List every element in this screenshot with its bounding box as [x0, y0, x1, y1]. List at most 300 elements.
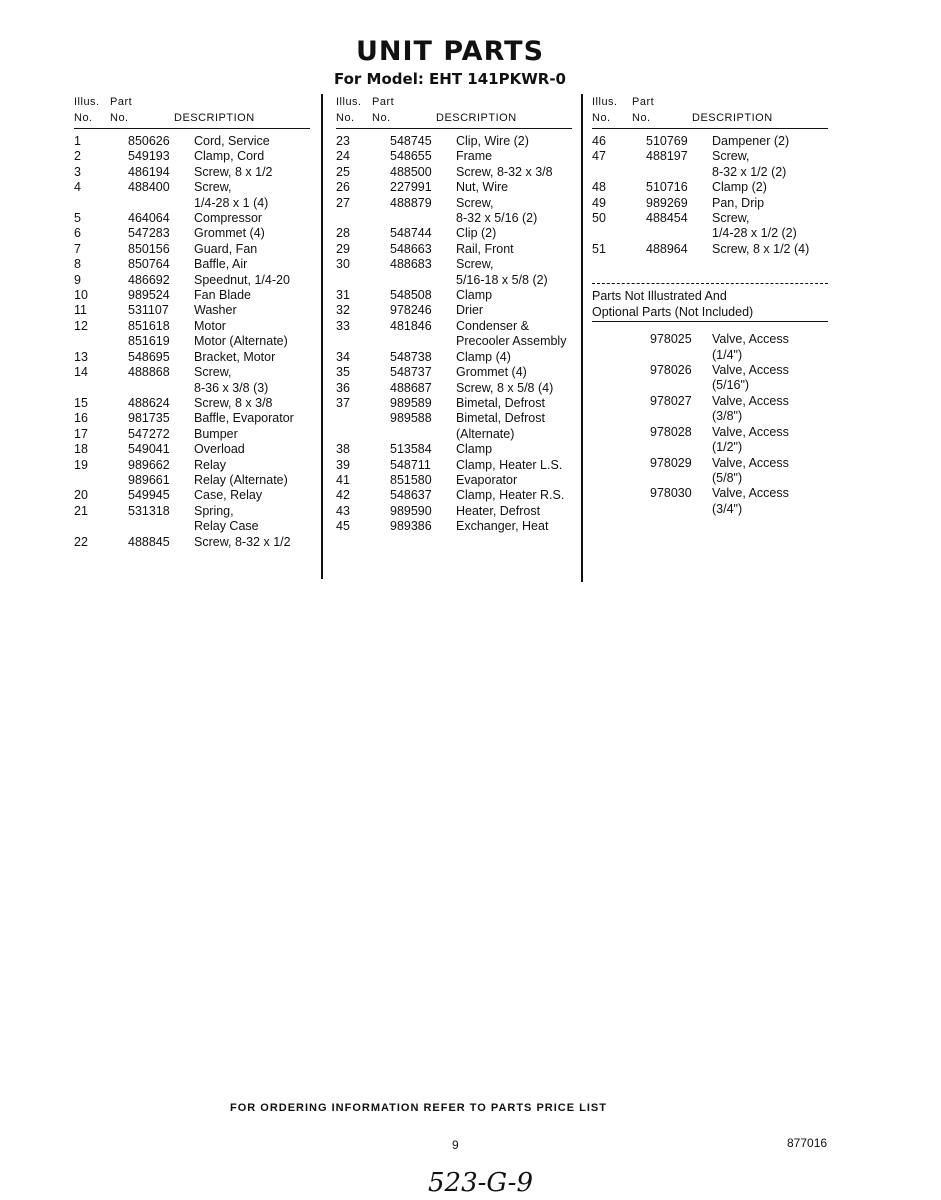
part-row	[336, 273, 572, 288]
header-description: DESCRIPTION	[174, 112, 255, 124]
part-description: Motor (Alternate)	[194, 334, 288, 349]
part-number: 978027	[650, 393, 692, 408]
valve-size: (1/2")	[712, 440, 743, 455]
part-description: Drier	[456, 303, 484, 318]
part-number: 978025	[650, 332, 692, 347]
part-row	[74, 165, 310, 180]
part-row	[74, 488, 310, 503]
illus-number: 5	[74, 211, 81, 226]
part-number	[646, 226, 712, 241]
part-number: 989590	[390, 503, 432, 518]
part-number: 978030	[650, 486, 692, 501]
part-description: Dampener (2)	[712, 134, 790, 148]
illus-number: 12	[74, 318, 88, 333]
part-description: Relay Case	[194, 519, 259, 534]
part-row	[74, 180, 310, 195]
part-description: Bimetal, Defrost	[456, 395, 545, 410]
illus-number: 8	[74, 257, 81, 272]
part-number: 488964	[646, 241, 688, 256]
not-illustrated-label-line-2: Optional Parts (Not Included)	[592, 305, 754, 320]
part-number: 488400	[128, 180, 170, 195]
header-illus: Illus.	[592, 96, 618, 108]
part-number: 548711	[390, 457, 431, 472]
part-description: Washer	[194, 303, 237, 318]
part-number: 548744	[390, 226, 432, 241]
part-number: 978026	[650, 363, 692, 378]
part-row	[74, 381, 310, 396]
part-number: 549041	[128, 442, 170, 457]
illus-number	[74, 473, 128, 488]
part-description: Valve, Access	[712, 455, 789, 470]
part-description: Motor	[194, 318, 226, 333]
part-description: Clamp, Heater R.S.	[456, 488, 565, 503]
part-description: Valve, Access	[712, 486, 789, 501]
part-number: 486692	[128, 272, 170, 287]
header-no: No.	[74, 112, 93, 124]
part-description: Screw,	[456, 257, 494, 272]
part-row	[74, 319, 310, 334]
optional-part-row	[592, 363, 828, 394]
part-description: Screw, 8-32 x 1/2	[194, 534, 291, 549]
part-description: Screw, 8 x 5/8 (4)	[456, 380, 554, 395]
part-row	[74, 535, 310, 550]
illus-number	[592, 226, 646, 241]
part-number: 989386	[390, 519, 432, 534]
part-description: 8-32 x 1/2 (2)	[712, 164, 787, 179]
part-description: Baffle, Air	[194, 257, 248, 272]
part-description: Valve, Access	[712, 424, 789, 439]
part-description: Clamp, Heater L.S.	[456, 457, 563, 472]
illus-number: 18	[74, 442, 88, 457]
part-number	[390, 427, 456, 442]
part-row	[74, 427, 310, 442]
header-no-2: No.	[372, 112, 391, 124]
part-number: 850156	[128, 241, 170, 256]
illus-number: 30	[336, 257, 350, 272]
valve-size: (3/4")	[712, 501, 743, 516]
part-row	[592, 242, 828, 257]
part-number: 488500	[390, 164, 432, 179]
part-description: Nut, Wire	[456, 180, 509, 195]
part-description: Screw,	[194, 365, 232, 380]
part-row	[336, 319, 572, 334]
part-description: Pan, Drip	[712, 195, 765, 210]
part-description: Clip, Wire (2)	[456, 134, 529, 148]
part-number: 510769	[646, 134, 688, 148]
part-row	[592, 149, 828, 164]
part-number: 488845	[128, 534, 170, 549]
part-number: 548738	[390, 349, 432, 364]
valve-size: (3/8")	[712, 409, 743, 424]
part-description: Relay	[194, 457, 226, 472]
part-description: 1/4-28 x 1 (4)	[194, 195, 269, 210]
part-row	[336, 180, 572, 195]
part-number: 989589	[390, 395, 432, 410]
part-row	[336, 303, 572, 318]
part-description: Clamp (2)	[712, 180, 767, 195]
part-description: Compressor	[194, 211, 263, 226]
part-row	[592, 226, 828, 241]
part-row	[336, 504, 572, 519]
illus-number: 2	[74, 149, 81, 164]
illus-number: 29	[336, 241, 350, 256]
part-description: Clamp	[456, 288, 493, 303]
part-number: 488687	[390, 380, 432, 395]
part-description: Speednut, 1/4-20	[194, 272, 290, 287]
part-row	[74, 504, 310, 519]
parts-column-3	[592, 92, 828, 517]
part-number: 850764	[128, 257, 170, 272]
part-description: Evaporator	[456, 472, 518, 487]
illus-number: 33	[336, 318, 350, 333]
illus-number: 11	[74, 303, 87, 318]
illus-number: 38	[336, 442, 350, 457]
part-number: 488624	[128, 395, 170, 410]
parts-list	[336, 134, 572, 535]
part-description: Valve, Access	[712, 332, 789, 347]
column-header	[336, 92, 572, 129]
document-number: 877016	[787, 1136, 828, 1150]
illus-number: 25	[336, 164, 350, 179]
illus-number	[336, 334, 390, 349]
part-row	[74, 134, 310, 149]
part-description: Bracket, Motor	[194, 349, 276, 364]
part-row	[74, 442, 310, 457]
part-row	[336, 334, 572, 349]
illus-number: 35	[336, 365, 350, 380]
illus-number: 50	[592, 211, 606, 226]
illus-number: 24	[336, 149, 350, 164]
valve-size: (1/4")	[712, 347, 743, 362]
illus-number: 51	[592, 241, 606, 256]
header-no-2: No.	[110, 112, 129, 124]
part-row	[336, 149, 572, 164]
valve-size: (5/16")	[712, 378, 750, 393]
optional-part-row	[592, 394, 828, 425]
part-row	[336, 226, 572, 241]
illus-number: 17	[74, 426, 88, 441]
part-description: Precooler Assembly	[456, 334, 567, 349]
parts-column-2	[336, 92, 572, 535]
part-number: 851580	[390, 472, 432, 487]
part-row	[336, 211, 572, 226]
illus-number: 4	[74, 180, 81, 195]
header-no-2: No.	[632, 112, 651, 124]
part-number: 851619	[128, 334, 170, 349]
part-row	[336, 519, 572, 534]
page-number: 9	[452, 1138, 459, 1152]
part-number: 531318	[128, 503, 170, 518]
part-number: 989524	[128, 288, 170, 303]
optional-part-row	[592, 456, 828, 487]
part-description: (Alternate)	[456, 426, 515, 441]
ordering-note: FOR ORDERING INFORMATION REFER TO PARTS PRICE LIST	[230, 1102, 607, 1114]
part-description: Clip (2)	[456, 226, 497, 241]
illus-number: 27	[336, 195, 350, 210]
part-number: 227991	[390, 180, 432, 195]
illus-number: 7	[74, 241, 81, 256]
optional-part-row	[592, 332, 828, 363]
illus-number: 23	[336, 134, 350, 148]
part-description: Exchanger, Heat	[456, 519, 549, 534]
part-description: Case, Relay	[194, 488, 263, 503]
illus-number	[74, 334, 128, 349]
part-row	[74, 149, 310, 164]
part-description: Fan Blade	[194, 288, 251, 303]
part-description: Screw, 8 x 1/2 (4)	[712, 241, 810, 256]
illus-number	[74, 381, 128, 396]
part-number	[390, 334, 456, 349]
model-subtitle: For Model: EHT 141PKWR-0	[333, 70, 566, 88]
part-description: Frame	[456, 149, 493, 164]
part-number	[646, 165, 712, 180]
part-row	[74, 257, 310, 272]
part-row	[336, 196, 572, 211]
part-number: 549945	[128, 488, 170, 503]
part-description: 8-36 x 3/8 (3)	[194, 380, 269, 395]
illus-number: 16	[74, 411, 88, 426]
column-header	[74, 92, 310, 129]
optional-part-row	[592, 425, 828, 456]
part-number: 548637	[390, 488, 432, 503]
part-number	[390, 273, 456, 288]
illus-number: 19	[74, 457, 88, 472]
part-description: Relay (Alternate)	[194, 472, 288, 487]
part-number: 850626	[128, 134, 170, 148]
part-description: 1/4-28 x 1/2 (2)	[712, 226, 797, 241]
part-row	[74, 196, 310, 211]
part-number	[128, 381, 194, 396]
part-row	[74, 519, 310, 534]
part-row	[336, 381, 572, 396]
illus-number: 45	[336, 519, 350, 534]
part-number: 488454	[646, 211, 688, 226]
illus-number: 6	[74, 226, 81, 241]
part-description: 5/16-18 x 5/8 (2)	[456, 272, 548, 287]
part-number: 464064	[128, 211, 170, 226]
illus-number: 47	[592, 149, 606, 164]
part-row	[336, 473, 572, 488]
part-number: 488868	[128, 365, 170, 380]
part-number: 978028	[650, 424, 692, 439]
part-description: Guard, Fan	[194, 241, 258, 256]
part-row	[336, 165, 572, 180]
optional-part-row	[592, 486, 828, 517]
part-row	[74, 350, 310, 365]
header-no: No.	[336, 112, 355, 124]
illus-number	[336, 411, 390, 426]
part-number: 488683	[390, 257, 432, 272]
handwritten-annotation: 523-G-9	[428, 1168, 533, 1198]
part-number: 851618	[128, 318, 170, 333]
illus-number: 31	[336, 288, 350, 303]
illus-number: 42	[336, 488, 350, 503]
part-description: Cord, Service	[194, 134, 270, 148]
illus-number: 36	[336, 380, 350, 395]
part-row	[74, 458, 310, 473]
part-row	[592, 165, 828, 180]
column-header	[592, 92, 828, 129]
parts-list	[592, 134, 828, 257]
illus-number: 22	[74, 534, 88, 549]
part-number: 978246	[390, 303, 432, 318]
part-row	[592, 196, 828, 211]
part-row	[336, 365, 572, 380]
part-number: 531107	[128, 303, 169, 318]
part-description: Clamp	[456, 442, 493, 457]
part-description: Rail, Front	[456, 241, 514, 256]
illus-number	[336, 211, 390, 226]
part-row	[74, 473, 310, 488]
illus-number: 20	[74, 488, 88, 503]
part-row	[336, 442, 572, 457]
part-number: 989662	[128, 457, 170, 472]
part-number: 488879	[390, 195, 432, 210]
part-number: 549193	[128, 149, 170, 164]
part-description: Spring,	[194, 503, 234, 518]
part-row	[74, 303, 310, 318]
parts-list	[74, 134, 310, 550]
part-row	[336, 134, 572, 149]
header-illus: Illus.	[74, 96, 100, 108]
part-description: Overload	[194, 442, 245, 457]
parts-column-1	[74, 92, 310, 550]
part-row	[74, 242, 310, 257]
not-illustrated-label	[592, 288, 828, 322]
illus-number	[336, 273, 390, 288]
part-description: Screw,	[194, 180, 232, 195]
header-description: DESCRIPTION	[436, 112, 517, 124]
part-number: 486194	[128, 164, 170, 179]
valve-size: (5/8")	[712, 470, 743, 485]
part-number: 548663	[390, 241, 432, 256]
part-row	[336, 488, 572, 503]
part-description: Bumper	[194, 426, 238, 441]
part-description: Screw, 8-32 x 3/8	[456, 164, 553, 179]
illus-number: 21	[74, 503, 88, 518]
illus-number: 32	[336, 303, 350, 318]
part-row	[74, 273, 310, 288]
part-row	[336, 458, 572, 473]
part-row	[592, 180, 828, 195]
part-number: 548745	[390, 134, 432, 148]
part-row	[74, 226, 310, 241]
part-description: Screw,	[456, 195, 494, 210]
header-no: No.	[592, 112, 611, 124]
part-description: Clamp, Cord	[194, 149, 265, 164]
section-divider	[592, 283, 828, 284]
part-description: 8-32 x 5/16 (2)	[456, 211, 538, 226]
illus-number: 49	[592, 195, 606, 210]
part-row	[336, 396, 572, 411]
header-description: DESCRIPTION	[692, 112, 773, 124]
part-number: 989269	[646, 195, 688, 210]
illus-number: 13	[74, 349, 88, 364]
part-number: 548737	[390, 365, 432, 380]
header-part: Part	[372, 96, 395, 108]
part-row	[336, 411, 572, 426]
part-description: Bimetal, Defrost	[456, 411, 545, 426]
illus-number: 39	[336, 457, 350, 472]
illus-number: 15	[74, 395, 88, 410]
illus-number: 3	[74, 164, 81, 179]
part-row	[336, 242, 572, 257]
part-number: 548655	[390, 149, 432, 164]
illus-number	[592, 165, 646, 180]
illus-number	[336, 427, 390, 442]
illus-number: 26	[336, 180, 350, 195]
header-part: Part	[110, 96, 133, 108]
illus-number: 46	[592, 134, 606, 148]
part-description: Condenser &	[456, 318, 529, 333]
part-row	[336, 288, 572, 303]
header-part: Part	[632, 96, 655, 108]
page-title: UNIT PARTS	[355, 36, 545, 67]
illus-number: 41	[336, 472, 350, 487]
part-number: 989588	[390, 411, 432, 426]
part-number: 510716	[646, 180, 688, 195]
part-number	[128, 519, 194, 534]
part-description: Screw, 8 x 1/2	[194, 164, 273, 179]
part-row	[336, 257, 572, 272]
illus-number: 1	[74, 134, 81, 148]
part-number: 981735	[128, 411, 170, 426]
part-description: Screw,	[712, 149, 750, 164]
part-row	[592, 134, 828, 149]
illus-number	[74, 519, 128, 534]
part-number	[390, 211, 456, 226]
optional-parts-list	[592, 332, 828, 517]
part-row	[74, 411, 310, 426]
illus-number: 10	[74, 288, 88, 303]
part-number: 978029	[650, 455, 692, 470]
part-number: 548508	[390, 288, 432, 303]
part-number: 488197	[646, 149, 688, 164]
illus-number: 43	[336, 503, 350, 518]
part-number: 513584	[390, 442, 432, 457]
header-illus: Illus.	[336, 96, 362, 108]
part-number: 547272	[128, 426, 170, 441]
illus-number: 37	[336, 395, 350, 410]
part-description: Grommet (4)	[194, 226, 265, 241]
part-row	[336, 427, 572, 442]
part-description: Baffle, Evaporator	[194, 411, 294, 426]
part-row	[74, 211, 310, 226]
part-row	[74, 334, 310, 349]
illus-number	[74, 196, 128, 211]
part-number: 547283	[128, 226, 170, 241]
illus-number: 28	[336, 226, 350, 241]
part-row	[74, 288, 310, 303]
part-number: 989661	[128, 472, 170, 487]
part-description: Valve, Access	[712, 393, 789, 408]
part-description: Valve, Access	[712, 363, 789, 378]
illus-number: 14	[74, 365, 88, 380]
column-divider	[581, 94, 583, 582]
illus-number: 34	[336, 349, 350, 364]
illus-number: 9	[74, 272, 81, 287]
part-row	[74, 396, 310, 411]
part-description: Heater, Defrost	[456, 503, 541, 518]
part-row	[74, 365, 310, 380]
part-number: 481846	[390, 318, 432, 333]
illus-number: 48	[592, 180, 606, 195]
not-illustrated-label-line-1: Parts Not Illustrated And	[592, 289, 727, 304]
part-description: Screw, 8 x 3/8	[194, 395, 273, 410]
part-description: Clamp (4)	[456, 349, 511, 364]
column-divider	[321, 94, 323, 579]
part-description: Screw,	[712, 211, 750, 226]
